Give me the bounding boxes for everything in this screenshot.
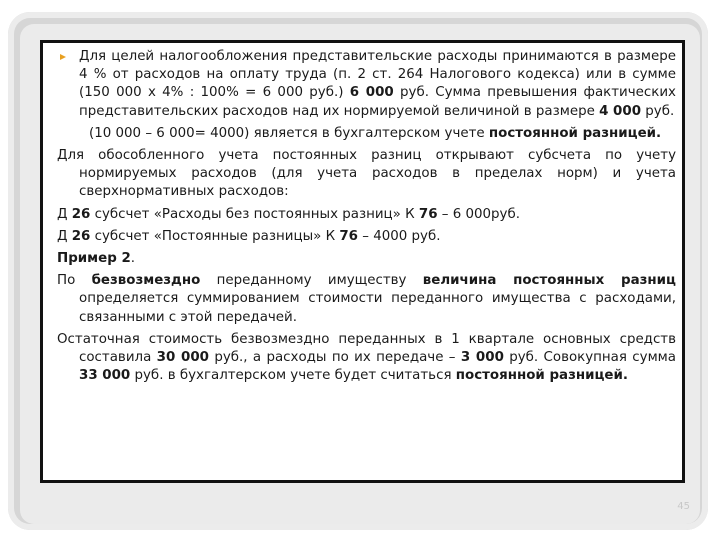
bold-text: 6 000 bbox=[349, 85, 394, 101]
text-run: – 6 000руб. bbox=[437, 206, 520, 222]
text-run: субсчет «Постоянные разницы» К bbox=[90, 228, 340, 244]
text-content-box bbox=[40, 40, 685, 483]
bold-text: 76 bbox=[339, 228, 358, 244]
text-run: руб. Совокупная сумма bbox=[503, 350, 676, 366]
paragraph bbox=[57, 331, 676, 386]
text-run: руб. bbox=[641, 103, 675, 119]
text-run: . bbox=[130, 251, 136, 267]
text-run: Для целей налогообложения представительские расходы принимаются в размере 4 % от расходов на оплату труда (п. 2 ст. 264 Налогового кодекса) или в сумме (150 000 х 4% : 100% = 6 000 руб.) bbox=[79, 49, 676, 101]
bold-text: 26 bbox=[71, 228, 91, 244]
text-run: Для обособленного учета постоянных разниц открывают субсчета по учету нормируемых расходов (для учета расходов в пределах норм) и учета сверхнормативных расходов: bbox=[57, 148, 676, 200]
text-run: Остаточная стоимость безвозмездно переданных в 1 квартале основных средств составила bbox=[57, 331, 676, 366]
paragraph bbox=[57, 272, 676, 327]
bold-text: величина постоянных разниц bbox=[422, 273, 676, 289]
bold-text: 30 000 bbox=[156, 350, 209, 366]
paragraph bbox=[57, 125, 676, 143]
text-run: субсчет «Расходы без постоянных разниц» К bbox=[90, 206, 419, 222]
bullet-arrow-icon bbox=[60, 54, 66, 60]
bold-text: 4 000 bbox=[599, 103, 642, 119]
bold-text: 76 bbox=[418, 206, 438, 222]
page-number: 45 bbox=[677, 501, 690, 512]
paragraph bbox=[57, 228, 676, 246]
paragraph bbox=[57, 147, 676, 202]
text-run: По bbox=[57, 273, 92, 289]
bold-text: постоянной разницей. bbox=[455, 368, 628, 384]
text-run: определяется суммированием стоимости переданного имущества с расходами, связанными с этой передачей. bbox=[79, 291, 676, 325]
paragraph bbox=[57, 250, 676, 268]
text-run: – 4000 руб. bbox=[358, 228, 441, 244]
text-run: руб. Сумма превышения фактических представительских расходов над их нормируемой величиной в размере bbox=[79, 85, 676, 119]
text-run: Д bbox=[57, 228, 72, 244]
paragraph bbox=[57, 48, 676, 121]
text-run: (10 000 – 6 000= 4000) является в бухгалтерском учете bbox=[89, 125, 489, 141]
bold-text: 26 bbox=[71, 206, 91, 222]
bold-text: 33 000 bbox=[79, 368, 131, 384]
paragraph bbox=[57, 206, 676, 224]
bold-text: 3 000 bbox=[460, 350, 504, 366]
text-run: руб., а расходы по их передаче – bbox=[209, 350, 461, 366]
bold-text: постоянной разницей. bbox=[488, 125, 662, 141]
text-run: переданному имуществу bbox=[200, 273, 423, 289]
text-run: Д bbox=[57, 206, 72, 222]
bold-text: Пример 2 bbox=[57, 251, 131, 267]
bold-text: безвозмездно bbox=[91, 273, 201, 289]
text-run: руб. в бухгалтерском учете будет считаться bbox=[130, 368, 456, 384]
